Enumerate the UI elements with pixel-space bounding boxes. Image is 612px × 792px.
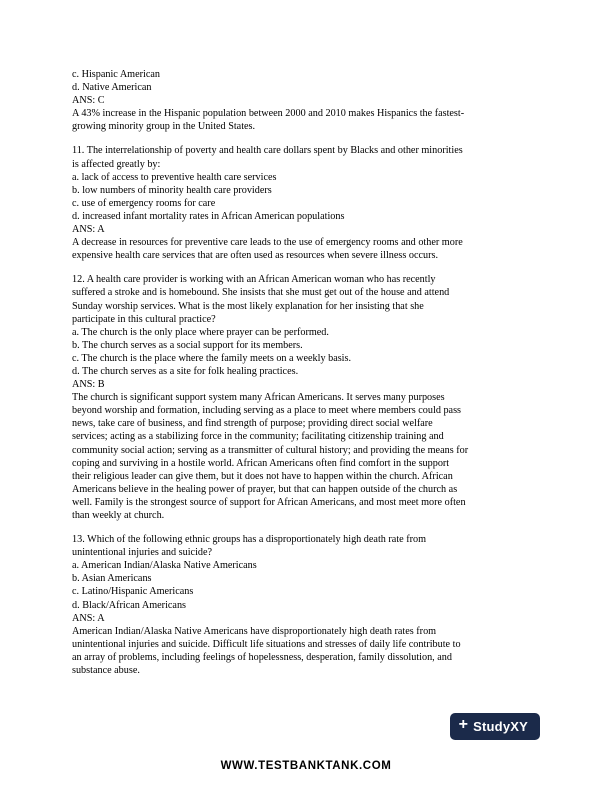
text-line: well. Family is the strongest source of support for African Americans, and most meet more often — [72, 496, 466, 508]
text-line: 11. The interrelationship of poverty and health care dollars spent by Blacks and other minorities — [72, 145, 463, 157]
text-line: is affected greatly by: — [72, 158, 161, 170]
text-line: unintentional injuries and suicide? — [72, 547, 213, 559]
text-line: unintentional injuries and suicide. Difficult life situations and stresses of daily life contribute to — [72, 638, 461, 650]
text-line: suffered a stroke and is homebound. She insists that she must get out of the house and attend — [72, 287, 450, 299]
text-block — [72, 68, 540, 133]
text-line: American Indian/Alaska Native Americans have disproportionately high death rates from — [72, 625, 437, 637]
text-line: d. The church serves as a site for folk healing practices. — [72, 365, 299, 377]
text-line: A decrease in resources for preventive care leads to the use of emergency rooms and other more — [72, 237, 463, 249]
text-line: d. Black/African Americans — [72, 599, 187, 611]
text-line: community social action; serving as a transmitter of cultural history; and providing the means for — [72, 444, 469, 456]
studyxy-watermark[interactable] — [450, 713, 540, 740]
text-line: growing minority group in the United States. — [72, 121, 256, 133]
watermark-label: StudyXY — [473, 718, 528, 734]
page-footer: WWW.TESTBANKTANK.COM — [220, 760, 392, 772]
text-line: c. use of emergency rooms for care — [72, 197, 216, 209]
text-line: c. Hispanic American — [72, 69, 160, 80]
text-line: expensive health care services that are often used as resources when severe illness occurs. — [72, 250, 439, 262]
text-line: b. The church serves as a social support for its members. — [72, 339, 303, 351]
text-line: Sunday worship services. What is the most likely explanation for her insisting that she — [72, 300, 424, 312]
text-line: a. American Indian/Alaska Native Americans — [72, 560, 257, 572]
text-line: The church is significant support system many African Americans. It serves many purposes — [72, 392, 445, 404]
text-line: 13. Which of the following ethnic groups has a disproportionately high death rate from — [72, 534, 427, 546]
text-line: c. Latino/Hispanic Americans — [72, 586, 194, 598]
text-line: substance abuse. — [72, 665, 140, 677]
text-line: d. Native American — [72, 82, 152, 94]
text-line: ANS: C — [72, 95, 105, 107]
text-line: their religious leader can give them, but it does not have to happen within the church. African — [72, 470, 453, 482]
text-line: b. low numbers of minority health care providers — [72, 184, 272, 196]
text-line: d. increased infant mortality rates in African American populations — [72, 210, 345, 222]
text-line: Americans believe in the healing power of prayer, but that can happen outside of the church as — [72, 483, 458, 495]
text-line: ANS: A — [72, 612, 105, 624]
text-line: A 43% increase in the Hispanic population between 2000 and 2010 makes Hispanics the fastest- — [72, 108, 465, 120]
text-line: an array of problems, including feelings of hopelessness, desperation, family dissolution, and — [72, 651, 452, 663]
text-line: a. lack of access to preventive health care services — [72, 171, 277, 183]
text-block — [72, 533, 540, 677]
text-line: than weekly at church. — [72, 510, 165, 521]
text-line: participate in this cultural practice? — [72, 313, 216, 325]
text-line: c. The church is the place where the family meets on a weekly basis. — [72, 352, 352, 364]
plus-icon: + — [458, 716, 469, 733]
text-line: ANS: A — [72, 224, 105, 236]
text-line: beyond worship and formation, including serving as a place to meet where members could pass — [72, 405, 462, 417]
text-line: ANS: B — [72, 379, 105, 391]
document-body — [72, 68, 540, 677]
text-line: b. Asian Americans — [72, 573, 152, 585]
text-line: coping and surviving in a hostile world. African Americans often find comfort in the support — [72, 457, 450, 469]
text-block — [72, 273, 540, 522]
text-line: 12. A health care provider is working with an African American woman who has recently — [72, 274, 436, 286]
text-line: news, take care of business, and find strength of purpose; providing direct social welfare — [72, 418, 433, 430]
text-block — [72, 144, 540, 262]
text-line: a. The church is the only place where prayer can be performed. — [72, 326, 329, 338]
text-line: services; acting as a stabilizing force in the community; facilitating citizenship training and — [72, 431, 444, 443]
